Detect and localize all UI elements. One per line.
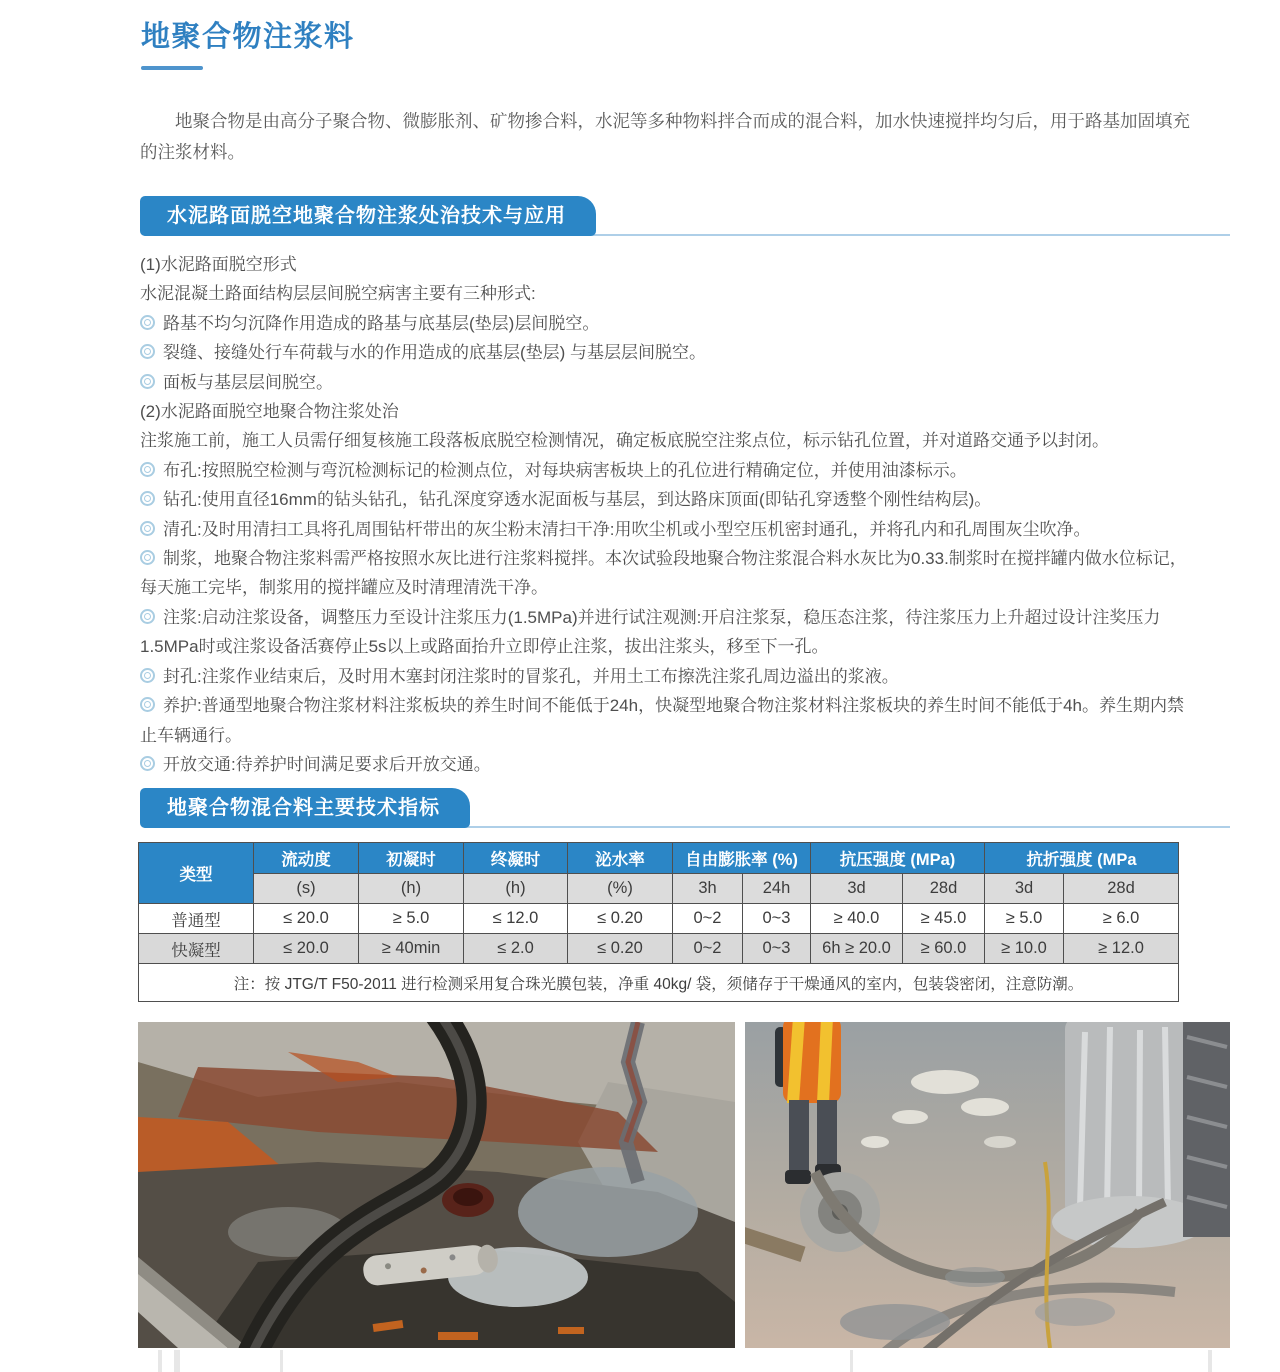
table-header-cell: 类型 bbox=[139, 843, 254, 904]
ring-bullet-icon bbox=[140, 550, 155, 565]
body-line-text: 养护:普通型地聚合物注浆材料注浆板块的养生时间不能低于24h，快凝型地聚合物注浆材料注浆板块的养生时间不能低于4h。养生期内禁止车辆通行。 bbox=[140, 696, 1184, 745]
body-line bbox=[140, 603, 1192, 662]
body-line-text: 制浆，地聚合物注浆料需严格按照水灰比进行注浆料搅拌。本次试验段地聚合物注浆混合料水灰比为0.33.制浆时在搅拌罐内做水位标记，每天施工完毕，制浆用的搅拌罐应及时清理清洗干净。 bbox=[140, 549, 1187, 598]
table-cell: 普通型 bbox=[139, 904, 254, 934]
body-line-text: 封孔:注浆作业结束后，及时用木塞封闭注浆时的冒浆孔，并用土工布擦洗注浆孔周边溢出的浆液。 bbox=[163, 666, 899, 686]
body-line bbox=[140, 691, 1192, 750]
body-line-text: (2)水泥路面脱空地聚合物注浆处治 bbox=[140, 402, 399, 422]
body-line bbox=[140, 485, 1192, 514]
table-cell: ≥ 10.0 bbox=[985, 934, 1064, 964]
table-subheader-cell: (h) bbox=[359, 874, 464, 904]
table-cell: ≥ 40.0 bbox=[811, 904, 903, 934]
table-subheader-cell: 28d bbox=[1064, 874, 1179, 904]
table-subheader-cell: (s) bbox=[254, 874, 359, 904]
table-cell: ≥ 40min bbox=[359, 934, 464, 964]
table-header-cell: 自由膨胀率 (%) bbox=[673, 843, 811, 874]
body-line-text: 裂缝、接缝处行车荷载与水的作用造成的底基层(垫层) 与基层层间脱空。 bbox=[163, 343, 707, 363]
page-title: 地聚合物注浆料 bbox=[141, 21, 355, 53]
body-line-text: 路基不均匀沉降作用造成的路基与底基层(垫层)层间脱空。 bbox=[163, 313, 600, 333]
ring-bullet-icon bbox=[140, 756, 155, 771]
body-line bbox=[140, 426, 1192, 455]
section2-header-row bbox=[140, 788, 1230, 828]
body-line-text: (1)水泥路面脱空形式 bbox=[140, 255, 297, 274]
body-line bbox=[140, 750, 1192, 779]
table-cell: ≤ 20.0 bbox=[254, 904, 359, 934]
body-line bbox=[140, 309, 1192, 338]
ring-bullet-icon bbox=[140, 344, 155, 359]
body-line-text: 钻孔:使用直径16mm的钻头钻孔，钻孔深度穿透水泥面板与基层，到达路床顶面(即钻孔穿透整个刚性结构层)。 bbox=[163, 490, 992, 510]
scan-artifact bbox=[280, 1350, 283, 1372]
table-row bbox=[139, 904, 1179, 934]
table-cell: ≥ 6.0 bbox=[1064, 904, 1179, 934]
table-subheader-cell: 28d bbox=[903, 874, 985, 904]
section1-heading: 水泥路面脱空地聚合物注浆处治技术与应用 bbox=[140, 196, 596, 236]
section1-header-row bbox=[140, 196, 1230, 236]
table-cell: ≥ 5.0 bbox=[359, 904, 464, 934]
table-cell: ≥ 60.0 bbox=[903, 934, 985, 964]
table-cell: ≤ 0.20 bbox=[568, 904, 673, 934]
table-cell: 6h ≥ 20.0 bbox=[811, 934, 903, 964]
ring-bullet-icon bbox=[140, 491, 155, 506]
table-subheader-cell: 3d bbox=[811, 874, 903, 904]
section1-body bbox=[140, 250, 1192, 779]
table-subheader-cell: 24h bbox=[743, 874, 811, 904]
table-header-cell: 流动度 bbox=[254, 843, 359, 874]
table-header-cell: 抗折强度 (MPa bbox=[985, 843, 1179, 874]
table-subheader-cell: (h) bbox=[464, 874, 568, 904]
ring-bullet-icon bbox=[140, 374, 155, 389]
ring-bullet-icon bbox=[140, 315, 155, 330]
ring-bullet-icon bbox=[140, 462, 155, 477]
table-cell: 0~2 bbox=[673, 904, 743, 934]
table-cell: ≥ 12.0 bbox=[1064, 934, 1179, 964]
table-header-cell: 终凝时 bbox=[464, 843, 568, 874]
title-underline bbox=[141, 66, 203, 70]
table-subheader-cell: 3d bbox=[985, 874, 1064, 904]
photo-worker-equipment-image bbox=[745, 1022, 1230, 1348]
photo-worker-equipment bbox=[745, 1022, 1230, 1348]
body-line bbox=[140, 397, 1192, 426]
table-cell: ≤ 20.0 bbox=[254, 934, 359, 964]
body-line-text: 水泥混凝土路面结构层层间脱空病害主要有三种形式: bbox=[140, 284, 536, 304]
table-cell: 快凝型 bbox=[139, 934, 254, 964]
body-line-text: 布孔:按照脱空检测与弯沉检测标记的检测点位，对每块病害板块上的孔位进行精确定位，并使用油漆标示。 bbox=[163, 460, 967, 480]
body-line bbox=[140, 250, 1192, 279]
body-line-text: 注浆施工前，施工人员需仔细复核施工段落板底脱空检测情况，确定板底脱空注浆点位，标示钻孔位置，并对道路交通予以封闭。 bbox=[140, 431, 1109, 451]
body-line bbox=[140, 279, 1192, 308]
body-line bbox=[140, 662, 1192, 691]
body-line-text: 注浆:启动注浆设备，调整压力至设计注浆压力(1.5MPa)并进行试注观测:开启注浆泵，稳压态注浆，待注浆压力上升超过设计注奖压力1.5MPa时或注浆设备活赛停止5s以上或路面抬升立即停止注浆，拔出注浆头，移至下一孔。 bbox=[140, 607, 1161, 657]
ring-bullet-icon bbox=[140, 609, 155, 624]
spec-table bbox=[138, 842, 1179, 1002]
scan-artifact bbox=[174, 1350, 180, 1372]
body-line-text: 面板与基层层间脱空。 bbox=[163, 372, 333, 392]
scan-artifact bbox=[1208, 1350, 1212, 1372]
table-cell: ≤ 12.0 bbox=[464, 904, 568, 934]
body-line bbox=[140, 544, 1192, 603]
body-line bbox=[140, 515, 1192, 544]
photo-grouting-hose bbox=[138, 1022, 735, 1348]
body-line-text: 清孔:及时用清扫工具将孔周围钻杆带出的灰尘粉末清扫干净:用吹尘机或小型空压机密封通孔，并将孔内和孔周围灰尘吹净。 bbox=[163, 519, 1091, 539]
intro-paragraph: 地聚合物是由高分子聚合物、微膨胀剂、矿物掺合料，水泥等多种物料拌合而成的混合料，加水快速搅拌均匀后，用于路基加固填充的注浆材料。 bbox=[140, 111, 1190, 162]
body-line bbox=[140, 456, 1192, 485]
table-subheader-cell: (%) bbox=[568, 874, 673, 904]
table-note-row bbox=[139, 964, 1179, 1002]
ring-bullet-icon bbox=[140, 668, 155, 683]
ring-bullet-icon bbox=[140, 521, 155, 536]
table-header-cell: 抗压强度 (MPa) bbox=[811, 843, 985, 874]
table-cell: 0~3 bbox=[743, 904, 811, 934]
table-row bbox=[139, 934, 1179, 964]
table-cell: ≤ 2.0 bbox=[464, 934, 568, 964]
scan-artifact bbox=[850, 1350, 853, 1372]
table-header-cell: 初凝时 bbox=[359, 843, 464, 874]
table-note-cell: 注：按 JTG/T F50-2011 进行检测采用复合珠光膜包装，净重 40kg/ 袋，须储存于干燥通风的室内，包装袋密闭，注意防潮。 bbox=[139, 964, 1179, 1002]
table-cell: 0~2 bbox=[673, 934, 743, 964]
table-cell: ≥ 5.0 bbox=[985, 904, 1064, 934]
table-cell: ≥ 45.0 bbox=[903, 904, 985, 934]
body-line bbox=[140, 338, 1192, 367]
table-subheader-cell: 3h bbox=[673, 874, 743, 904]
body-line bbox=[140, 368, 1192, 397]
table-cell: ≤ 0.20 bbox=[568, 934, 673, 964]
section2-heading: 地聚合物混合料主要技术指标 bbox=[140, 788, 470, 828]
table-header-cell: 泌水率 bbox=[568, 843, 673, 874]
spec-table-wrap bbox=[138, 842, 1178, 1002]
photo-grouting-hose-image bbox=[138, 1022, 735, 1348]
scan-artifact bbox=[158, 1350, 162, 1372]
ring-bullet-icon bbox=[140, 697, 155, 712]
table-cell: 0~3 bbox=[743, 934, 811, 964]
body-line-text: 开放交通:待养护时间满足要求后开放交通。 bbox=[163, 754, 491, 774]
